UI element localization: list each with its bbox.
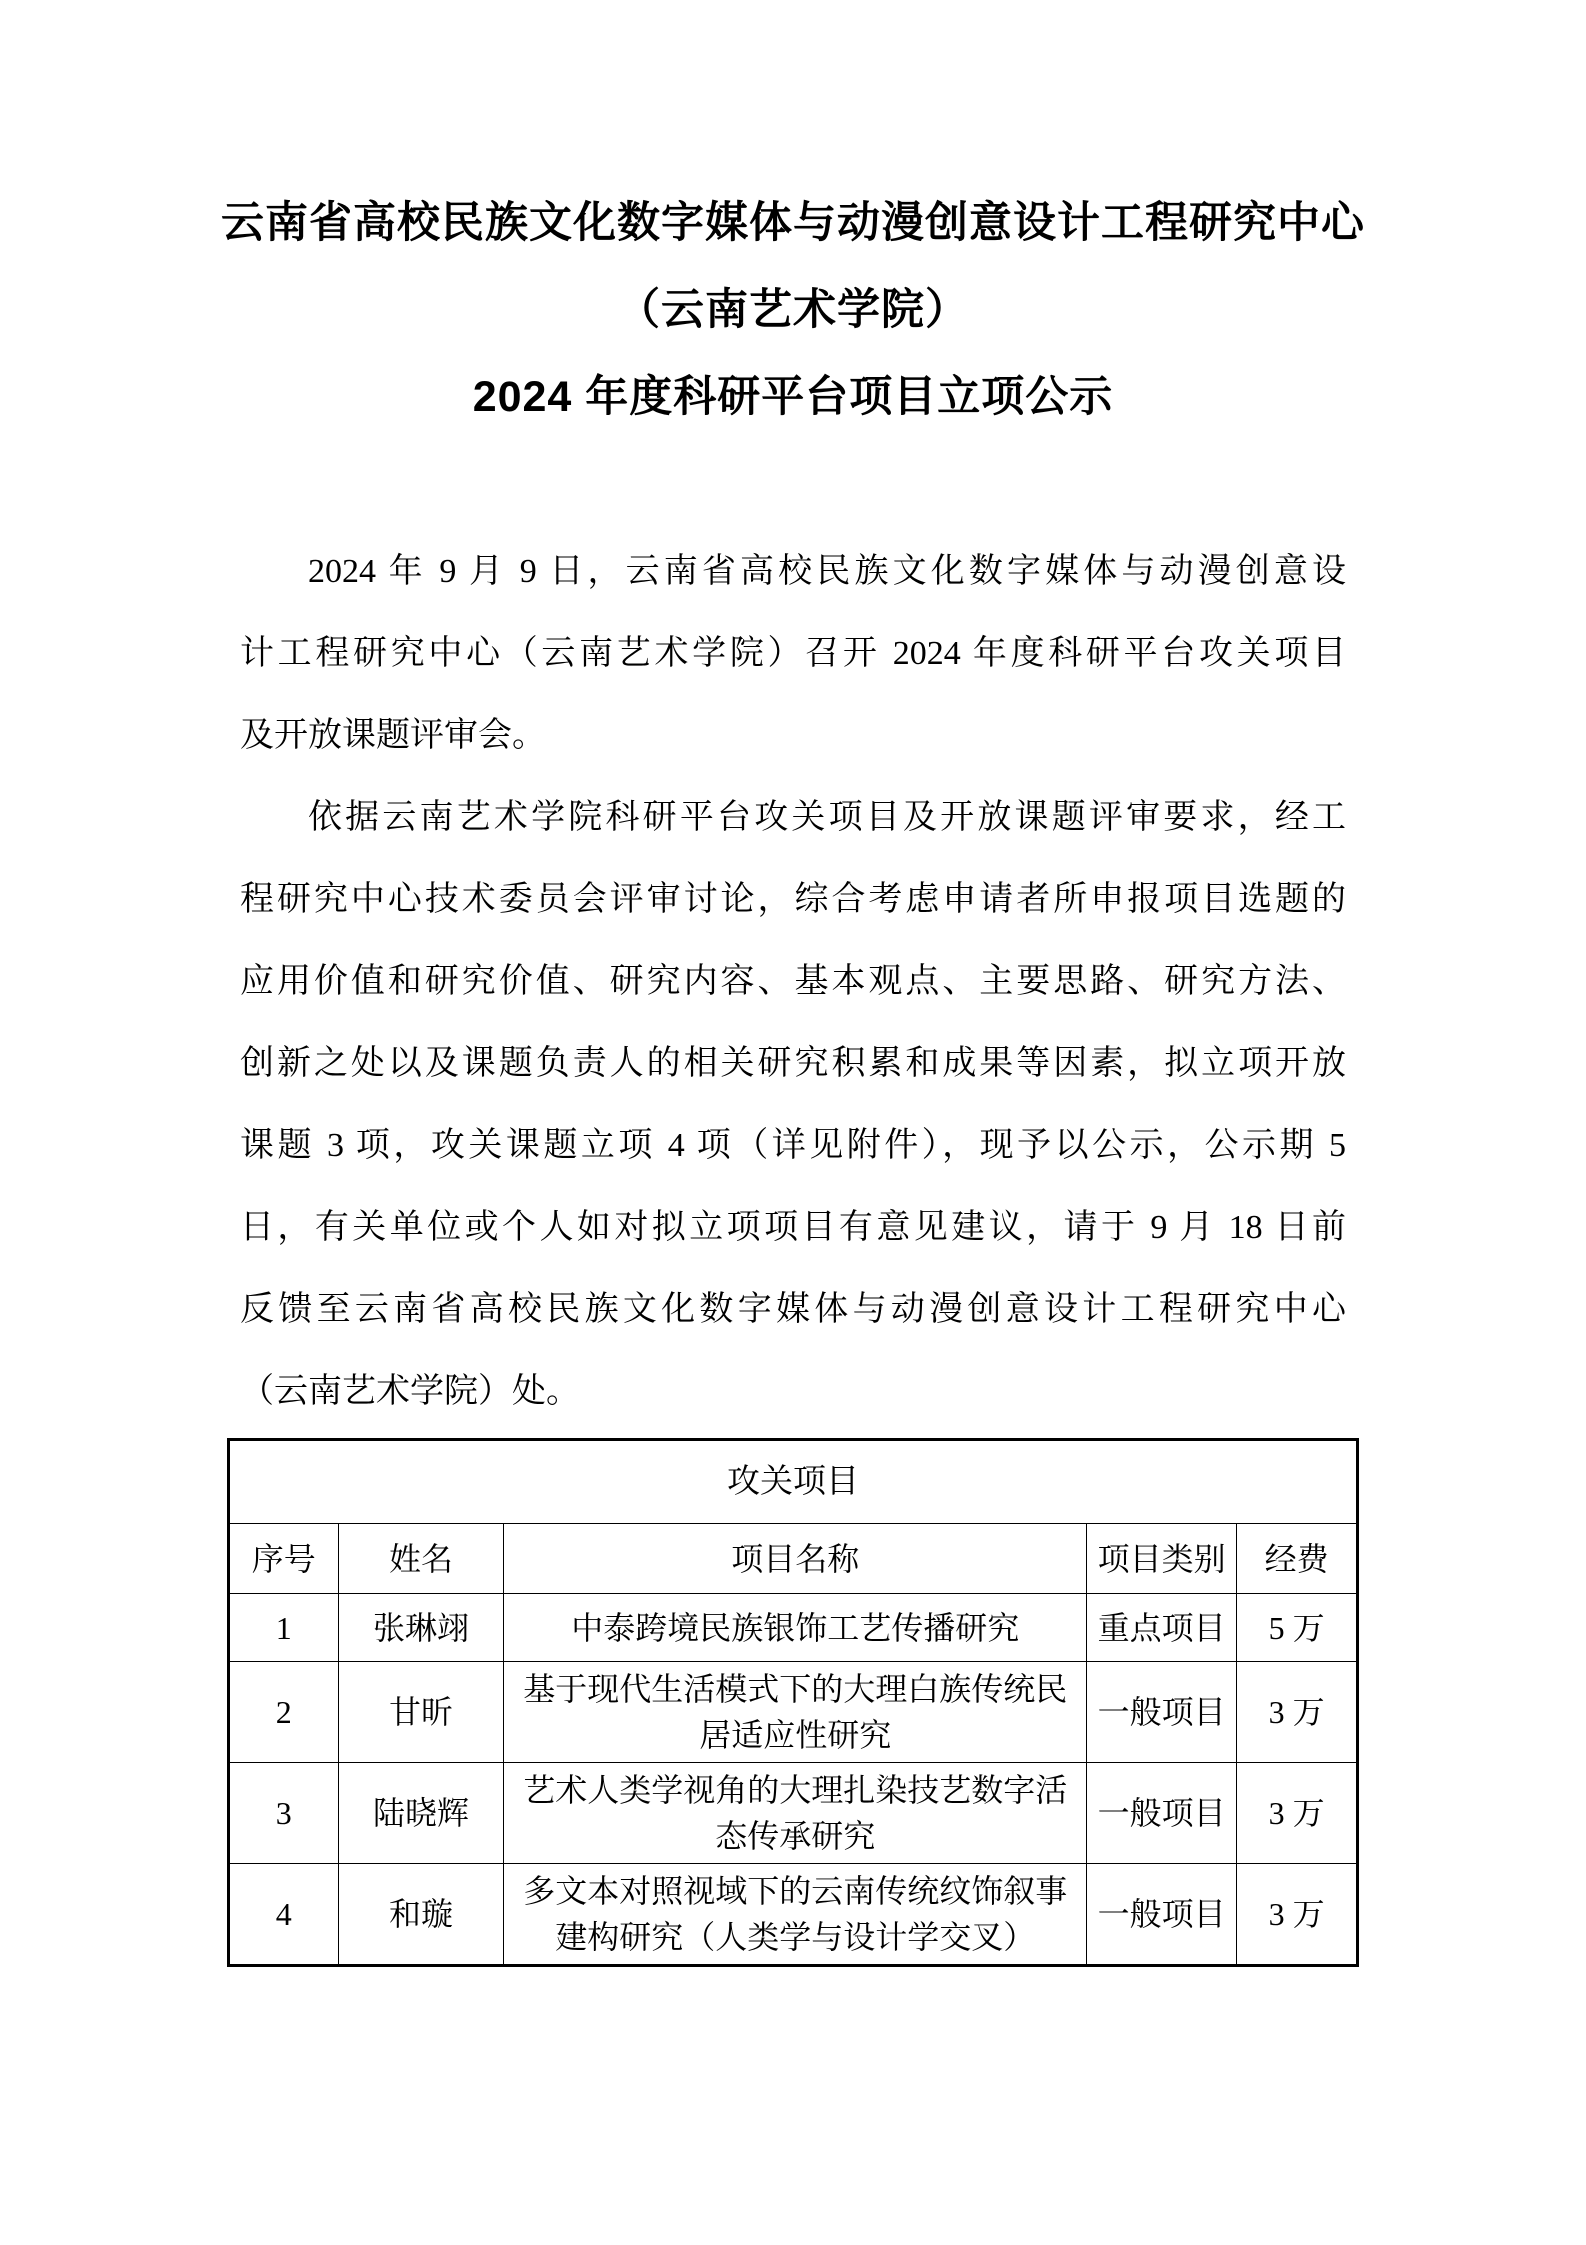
cell-no: 1 [229,1594,339,1662]
title-line-3: 2024 年度科研平台项目立项公示 [472,373,1114,421]
document-title [0,180,1586,441]
column-header-no: 序号 [229,1524,339,1594]
paragraph1-line-1: 2024 年 9 月 9 日，云南省高校民族文化数字媒体与动漫创意设 [308,553,1346,590]
table-row [229,1662,1358,1763]
cell-category: 重点项目 [1087,1594,1237,1662]
column-header-project: 项目名称 [504,1524,1087,1594]
paragraph2-line-5: 课题 3 项，攻关课题立项 4 项（详见附件），现予以公示，公示期 5 [240,1127,1346,1164]
paragraph2-line-6: 日，有关单位或个人如对拟立项项目有意见建议，请于 9 月 18 日前 [240,1209,1346,1246]
column-header-name: 姓名 [338,1524,504,1594]
table-row [229,1763,1358,1864]
table-row [229,1864,1358,1966]
cell-no: 3 [229,1763,339,1864]
cell-name: 陆晓辉 [338,1763,504,1864]
paragraph2-line-8: （云南艺术学院）处。 [240,1373,580,1410]
cell-category: 一般项目 [1087,1763,1237,1864]
title-line-1: 云南省高校民族文化数字媒体与动漫创意设计工程研究中心 [221,199,1365,247]
cell-name: 张琳翊 [338,1594,504,1662]
cell-name: 甘昕 [338,1662,504,1763]
cell-project: 中泰跨境民族银饰工艺传播研究 [504,1594,1087,1662]
cell-project: 艺术人类学视角的大理扎染技艺数字活态传承研究 [504,1763,1087,1864]
cell-project: 多文本对照视域下的云南传统纹饰叙事建构研究（人类学与设计学交叉） [504,1864,1087,1966]
title-line-2: （云南艺术学院） [617,286,969,334]
paragraph2-line-7: 反馈至云南省高校民族文化数字媒体与动漫创意设计工程研究中心 [240,1291,1346,1328]
cell-funding: 5 万 [1237,1594,1358,1662]
paragraph1-line-3: 及开放课题评审会。 [240,717,546,754]
cell-funding: 3 万 [1237,1864,1358,1966]
paragraph1-line-2: 计工程研究中心（云南艺术学院）召开 2024 年度科研平台攻关项目 [240,635,1346,672]
paragraph2-line-4: 创新之处以及课题负责人的相关研究积累和成果等因素，拟立项开放 [240,1045,1346,1082]
paragraph2-line-1: 依据云南艺术学院科研平台攻关项目及开放课题评审要求，经工 [308,799,1346,836]
cell-no: 4 [229,1864,339,1966]
table-header-row [229,1524,1358,1594]
cell-no: 2 [229,1662,339,1763]
document-content [240,531,1346,1967]
cell-category: 一般项目 [1087,1864,1237,1966]
table-title: 攻关项目 [229,1440,1358,1524]
paragraph2-line-2: 程研究中心技术委员会评审讨论，综合考虑申请者所申报项目选题的 [240,881,1346,918]
cell-name: 和璇 [338,1864,504,1966]
projects-table [227,1438,1359,1967]
table-title-row [229,1440,1358,1524]
cell-project: 基于现代生活模式下的大理白族传统民居适应性研究 [504,1662,1087,1763]
table-row [229,1594,1358,1662]
column-header-category: 项目类别 [1087,1524,1237,1594]
cell-funding: 3 万 [1237,1763,1358,1864]
cell-category: 一般项目 [1087,1662,1237,1763]
body-text [240,531,1346,1433]
paragraph2-line-3: 应用价值和研究价值、研究内容、基本观点、主要思路、研究方法、 [240,963,1346,1000]
cell-funding: 3 万 [1237,1662,1358,1763]
column-header-funding: 经费 [1237,1524,1358,1594]
